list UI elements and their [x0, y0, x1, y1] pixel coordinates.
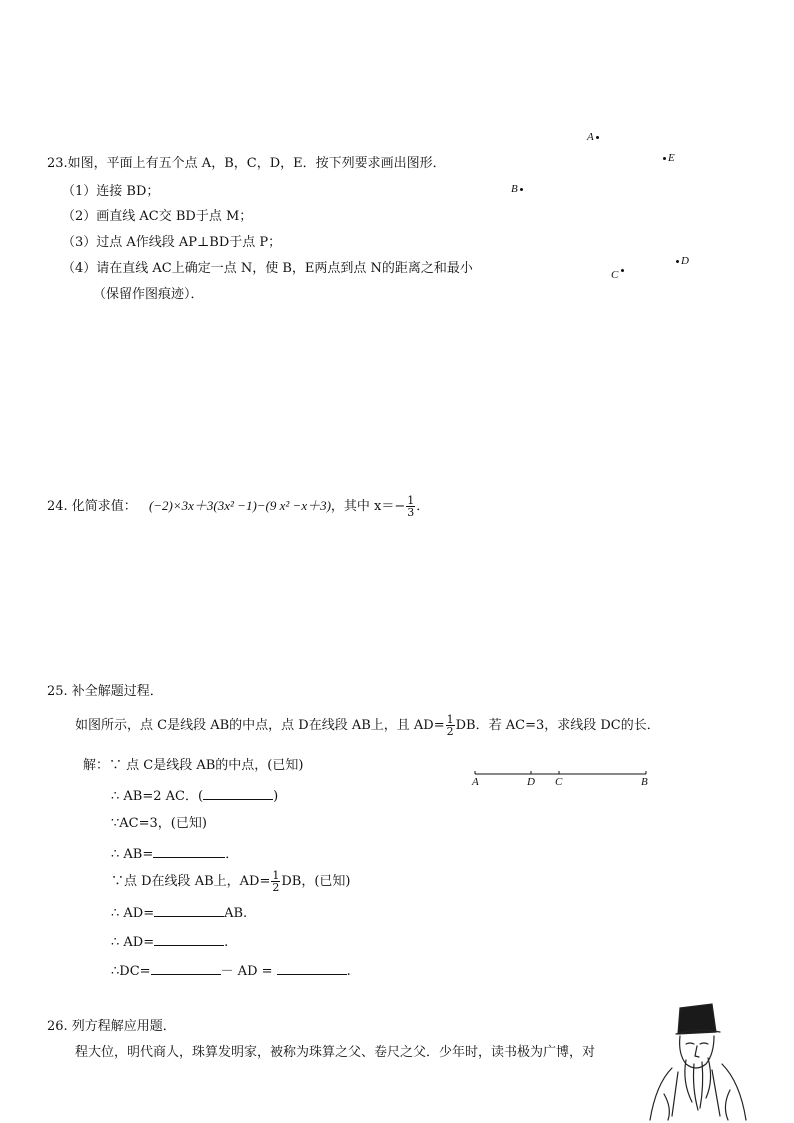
point-d	[676, 255, 689, 267]
q25-blank-ab[interactable]	[153, 845, 225, 858]
q25-title: 25. 补全解题过程．	[47, 684, 163, 699]
point-c-label: C	[611, 269, 619, 281]
q25-step-6a: ∴ AD=	[111, 906, 155, 921]
point-b	[511, 183, 523, 195]
seg-label-b: B	[641, 776, 648, 788]
q24-line	[47, 491, 429, 522]
q25-step-4a: ∴ AB=	[111, 847, 154, 862]
portrait-robe-lines	[672, 1070, 720, 1116]
q23-item-2: （2）画直线 AC交 BD于点 M；	[62, 209, 253, 224]
portrait-illustration	[642, 998, 752, 1123]
portrait-eyes	[686, 1043, 708, 1044]
q25-step-6b: AB.	[224, 906, 248, 921]
q23-item-3: （3）过点 A作线段 AP⊥BD于点 P；	[62, 235, 282, 250]
q25-step-6	[111, 904, 247, 922]
q25-step-2	[111, 787, 278, 805]
q25-blank-reason[interactable]	[203, 787, 273, 800]
q25-step-4b: ．	[225, 847, 239, 862]
point-c-dot	[621, 269, 624, 272]
seg-label-d: D	[527, 776, 535, 788]
q25-step-8a: ∴DC=	[111, 964, 151, 979]
point-e	[663, 152, 675, 164]
q25-step-5-frac-den: 2	[272, 881, 280, 894]
point-e-dot	[663, 157, 666, 160]
point-c	[611, 269, 624, 281]
q25-blank-dc-result[interactable]	[277, 962, 347, 975]
point-d-label: D	[681, 255, 689, 267]
q25-step-2b: )	[273, 789, 279, 804]
q24-end: ．	[416, 499, 430, 514]
q25-step-5b: DB，(已知)	[281, 874, 351, 889]
q24-condition: ，其中 x＝−	[330, 499, 406, 514]
seg-label-a: A	[472, 776, 479, 788]
q24-frac-den: 3	[407, 506, 415, 519]
q24-expression: (−2)×3x＋3(3x² −1)−(9 x² −x＋3)	[148, 498, 331, 513]
point-d-dot	[676, 260, 679, 263]
q25-prompt	[75, 712, 660, 740]
q23-item-4: （4）请在直线 AC上确定一点 N，使 B，E两点到点 N的距离之和最小	[62, 261, 473, 276]
q25-step-3: ∵AC=3，(已知)	[111, 816, 207, 831]
point-a	[587, 131, 599, 143]
q24-label: 24. 化简求值：	[47, 499, 137, 514]
q25-step-4	[111, 845, 238, 863]
seg-label-c: C	[555, 776, 563, 788]
q25-step-2a: ∴ AB=2 AC．(	[111, 789, 204, 804]
q25-blank-dc-first[interactable]	[151, 962, 221, 975]
portrait-hat	[678, 1004, 716, 1034]
point-a-dot	[596, 136, 599, 139]
q25-prompt-b: DB．若 AC=3，求线段 DC的长．	[455, 718, 660, 733]
portrait-nose	[695, 1046, 699, 1057]
q25-prompt-fraction	[446, 714, 455, 737]
q25-step-5-fraction	[271, 870, 280, 893]
point-b-dot	[520, 188, 523, 191]
q23-stem: 23.如图，平面上有五个点 A，B，C，D，E．按下列要求画出图形．	[47, 156, 446, 171]
q25-blank-ad-ratio[interactable]	[154, 904, 224, 917]
q25-prompt-a: 如图所示，点 C是线段 AB的中点，点 D在线段 AB上，且 AD=	[75, 718, 445, 733]
q25-prompt-frac-num: 1	[446, 713, 454, 726]
q25-step-8c: .	[346, 964, 351, 979]
q23-item-1: （1）连接 BD；	[62, 184, 160, 199]
q26-title: 26. 列方程解应用题．	[47, 1019, 176, 1034]
q25-step-8b: － AD =	[220, 964, 277, 979]
q25-step-1: 解：∵ 点 C是线段 AB的中点，(已知)	[83, 758, 304, 773]
q25-step-7a: ∴ AD=	[111, 935, 155, 950]
q25-step-5a: ∵点 D在线段 AB上，AD=	[111, 874, 271, 889]
point-a-label: A	[587, 131, 594, 143]
point-b-label: B	[511, 183, 518, 195]
portrait-shoulders	[650, 1064, 746, 1120]
q25-prompt-frac-den: 2	[446, 725, 454, 738]
q25-step-7	[111, 933, 228, 951]
q24-fraction	[406, 495, 415, 518]
q25-step-5	[111, 868, 350, 896]
q25-blank-ad[interactable]	[154, 933, 224, 946]
q25-step-8	[111, 962, 351, 980]
point-e-label: E	[668, 152, 675, 164]
q23-item-5: （保留作图痕迹）．	[93, 287, 204, 302]
q26-text: 程大位，明代商人，珠算发明家，被称为珠算之父、卷尺之父．少年时，读书极为广博，对	[75, 1045, 596, 1060]
q24-frac-num: 1	[407, 494, 415, 507]
q25-step-5-frac-num: 1	[272, 869, 280, 882]
q25-step-7b: .	[224, 935, 229, 950]
